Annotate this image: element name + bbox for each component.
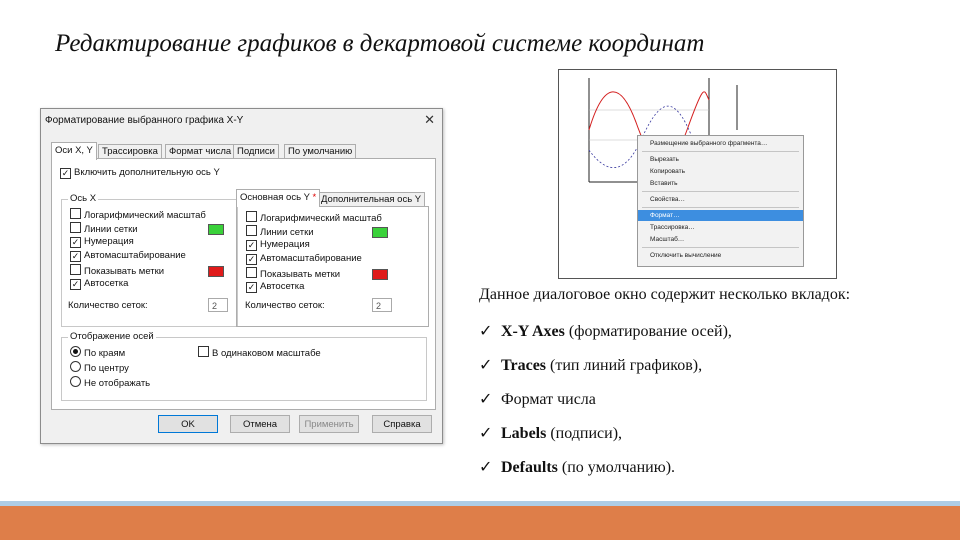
slide-title: Редактирование графиков в декартовой системе координат [55, 30, 705, 57]
tab-primary-y[interactable] [236, 189, 320, 207]
x-autogrid-checkbox[interactable]: ✓ Автосетка [71, 278, 129, 289]
y-log-scale-label: Логарифмический масштаб [260, 213, 382, 224]
x-log-scale-checkbox[interactable] [70, 208, 206, 220]
bullet-item [479, 355, 702, 375]
x-gridlines-checkbox[interactable] [70, 222, 138, 234]
accent-bar [0, 506, 960, 540]
x-show-markers-label: Показывать метки [84, 266, 165, 277]
checkmark-icon: ✓ [479, 357, 493, 374]
tab-secondary-y[interactable]: Дополнительная ось Y [317, 192, 425, 207]
tab-primary-y-label: Основная ось Y [240, 192, 310, 203]
radio-at-edges-label: По краям [84, 348, 126, 359]
x-grid-count-label: Количество сеток: [68, 300, 148, 311]
format-xy-graph-dialog [40, 108, 443, 444]
checkmark-icon: ✓ [479, 459, 493, 476]
y-autoscale-label: Автомасштабирование [260, 253, 362, 264]
x-log-scale-label: Логарифмический масштаб [84, 210, 206, 221]
x-gridline-color-swatch[interactable] [208, 224, 224, 235]
axis-y-group [236, 206, 429, 327]
bullet-item [479, 321, 732, 341]
context-menu-item-paste[interactable]: Вставить [650, 180, 678, 187]
bullet-item [479, 389, 596, 409]
asterisk-icon: * [312, 192, 317, 203]
bullet-text: (подписи), [546, 425, 623, 442]
axes-tab-panel [51, 158, 436, 410]
x-gridlines-label: Линии сетки [84, 224, 138, 235]
y-numbering-label: Нумерация [260, 239, 310, 250]
context-menu-item-copy[interactable]: Копировать [650, 168, 685, 175]
checkmark-icon: ✓ [479, 391, 493, 408]
context-menu-item-disable-calc[interactable]: Отключить вычисление [650, 252, 722, 259]
y-autogrid-checkbox[interactable]: ✓ Автосетка [247, 281, 305, 292]
apply-button[interactable]: Применить [299, 415, 359, 433]
bullet-item [479, 423, 622, 443]
description-text: Данное диалоговое окно содержит несколько вкладок: [479, 286, 851, 303]
y-grid-count-input[interactable]: 2 [372, 298, 392, 312]
x-autoscale-label: Автомасштабирование [84, 250, 186, 261]
tab-number-format[interactable]: Формат числа [165, 144, 235, 159]
enable-y2-label: Включить дополнительную ось Y [74, 167, 220, 178]
menu-separator [642, 151, 799, 152]
x-grid-count-input[interactable]: 2 [208, 298, 228, 312]
x-marker-color-swatch[interactable] [208, 266, 224, 277]
y-log-scale-checkbox[interactable] [246, 211, 382, 223]
equal-scale-label: В одинаковом масштабе [212, 348, 321, 359]
context-menu-item-format[interactable]: Формат… [638, 210, 803, 221]
graph-context-menu-screenshot [558, 69, 837, 279]
axis-x-group [61, 193, 238, 327]
checkmark-icon: ✓ [479, 323, 493, 340]
cancel-button[interactable]: Отмена [230, 415, 290, 433]
y-grid-count-label: Количество сеток: [245, 300, 325, 311]
bullet-item [479, 457, 675, 477]
checkmark-icon: ✓ [479, 425, 493, 442]
radio-at-center[interactable] [70, 361, 129, 373]
bullet-bold-text: X-Y Axes [501, 323, 565, 340]
radio-at-center-label: По центру [84, 363, 129, 374]
x-numbering-checkbox[interactable]: ✓ Нумерация [71, 236, 134, 247]
x-numbering-label: Нумерация [84, 236, 134, 247]
tab-labels[interactable]: Подписи [233, 144, 279, 159]
context-menu-item-zoom[interactable]: Масштаб… [650, 236, 685, 243]
checkbox-checked-icon: ✓ [61, 168, 70, 178]
axes-display-group-label: Отображение осей [70, 331, 154, 342]
bullet-text: (тип линий графиков), [546, 357, 703, 374]
tab-traces[interactable]: Трассировка [98, 144, 162, 159]
y-gridlines-checkbox[interactable] [246, 225, 314, 237]
y-gridlines-label: Линии сетки [260, 227, 314, 238]
bullet-bold-text: Labels [501, 425, 547, 442]
bullet-text: (по умолчанию). [557, 459, 676, 476]
axes-display-group [61, 331, 427, 401]
close-icon[interactable]: ✕ [424, 112, 435, 127]
context-menu-item-cut[interactable]: Вырезать [650, 156, 679, 163]
y-numbering-checkbox[interactable]: ✓ Нумерация [247, 239, 310, 250]
y-autoscale-checkbox[interactable]: ✓ Автомасштабирование [247, 253, 362, 264]
context-menu-item-properties[interactable]: Свойства… [650, 196, 686, 203]
tab-defaults[interactable]: По умолчанию [284, 144, 356, 159]
bullet-text: (форматирование осей), [564, 323, 732, 340]
ok-button[interactable]: OK [158, 415, 218, 433]
radio-at-edges[interactable] [70, 346, 125, 358]
equal-scale-checkbox[interactable] [198, 346, 321, 358]
axis-x-group-label: Ось X [70, 193, 97, 204]
menu-separator [642, 247, 799, 248]
y-show-markers-label: Показывать метки [260, 269, 341, 280]
context-menu [637, 135, 804, 267]
context-menu-item-trace[interactable]: Трассировка… [650, 224, 695, 231]
x-show-markers-checkbox[interactable] [70, 264, 164, 276]
radio-hide-axes[interactable] [70, 376, 150, 388]
bullet-bold-text: Defaults [501, 459, 558, 476]
y-marker-color-swatch[interactable] [372, 269, 388, 280]
y-gridline-color-swatch[interactable] [372, 227, 388, 238]
y-show-markers-checkbox[interactable] [246, 267, 340, 279]
x-autoscale-checkbox[interactable]: ✓ Автомасштабирование [71, 250, 186, 261]
context-menu-item-place[interactable]: Размещение выбранного фрагмента… [650, 140, 768, 147]
bullet-bold-text: Traces [501, 357, 547, 374]
menu-separator [642, 207, 799, 208]
tab-axes-xy[interactable]: Оси X, Y [51, 142, 97, 160]
x-autogrid-label: Автосетка [84, 278, 129, 289]
help-button[interactable]: Справка [372, 415, 432, 433]
menu-separator [642, 191, 799, 192]
radio-hide-axes-label: Не отображать [84, 378, 151, 389]
dialog-title: Форматирование выбранного графика X-Y [45, 115, 244, 126]
enable-y2-checkbox[interactable] [60, 167, 220, 179]
bullet-text: Формат числа [501, 391, 596, 408]
y-autogrid-label: Автосетка [260, 281, 305, 292]
